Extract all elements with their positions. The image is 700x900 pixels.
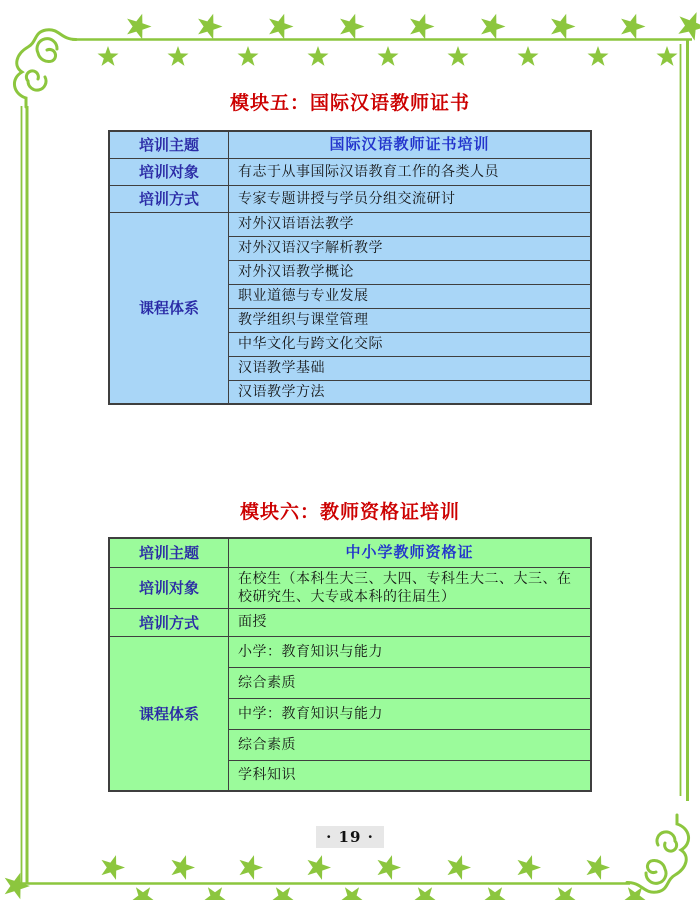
star-icon [98,46,119,66]
method-value: 面授 [229,608,592,636]
flourish-path [37,39,57,62]
star-icon [238,46,259,66]
theme-value: 国际汉语教师证书培训 [229,131,592,158]
course-item: 综合素质 [229,667,592,698]
star-icon [657,46,678,66]
course-item: 汉语教学方法 [229,380,592,404]
star-icon [340,14,364,40]
method-value: 专家专题讲授与学员分组交流研讨 [229,185,592,212]
star-icon [410,14,434,40]
star-icon [551,14,575,40]
method-label: 培训方式 [109,185,229,212]
module-six-title: 模块六：教师资格证培训 [239,502,460,523]
audience-value: 在校生（本科生大三、大四、专科生大二、大三、在校研究生、大专或本科的往届生） [229,567,592,608]
star-icon [204,887,227,900]
star-icon [518,46,539,66]
table-row [109,185,591,212]
audience-value: 有志于从事国际汉语教育工作的各类人员 [229,158,592,185]
table-row [109,131,591,158]
courses-label: 课程体系 [109,636,229,791]
theme-label: 培训主题 [109,131,229,158]
flourish-path [646,860,666,883]
course-item: 小学：教育知识与能力 [229,636,592,667]
star-icon [414,887,437,900]
star-icon [448,46,469,66]
star-icon [484,887,507,900]
course-item: 汉语教学基础 [229,356,592,380]
module-five-table [108,130,592,405]
star-icon [587,855,611,880]
course-item: 对外汉语语法教学 [229,212,592,236]
star-icon [481,14,505,40]
courses-label: 课程体系 [109,212,229,404]
theme-label: 培训主题 [109,538,229,567]
table-row [109,567,591,608]
course-row [109,636,591,667]
course-item: 学科知识 [229,760,592,791]
star-icon [132,887,155,900]
star-icon [378,46,399,66]
star-icon [308,46,329,66]
audience-label: 培训对象 [109,567,229,608]
table-row [109,158,591,185]
star-icon [172,855,196,880]
course-row [109,212,591,236]
star-icon [272,887,295,900]
star-icon [448,855,472,880]
course-item: 职业道德与专业发展 [229,284,592,308]
course-item: 对外汉语汉字解析教学 [229,236,592,260]
star-icon [378,855,402,880]
course-item: 对外汉语教学概论 [229,260,592,284]
course-item: 综合素质 [229,729,592,760]
course-item: 教学组织与课堂管理 [229,308,592,332]
star-icon [678,12,700,40]
course-item: 中学：教育知识与能力 [229,698,592,729]
star-icon [341,887,364,900]
star-icon [554,887,577,900]
audience-label: 培训对象 [109,158,229,185]
page-number-value: · 19 · [316,826,384,848]
page-number [0,826,700,848]
star-icon [168,46,189,66]
star-icon [198,14,222,40]
star-icon [518,855,542,880]
module-six-table [108,537,592,792]
module-five-title: 模块五：国际汉语教师证书 [229,93,470,114]
table-row [109,608,591,636]
star-icon [127,14,151,40]
star-icon [102,855,126,880]
star-icon [269,14,293,40]
star-icon [588,46,609,66]
method-label: 培训方式 [109,608,229,636]
star-icon [621,14,645,40]
theme-value: 中小学教师资格证 [229,538,592,567]
table-row [109,538,591,567]
star-icon [240,855,264,880]
course-item: 中华文化与跨文化交际 [229,332,592,356]
star-icon [308,855,332,880]
